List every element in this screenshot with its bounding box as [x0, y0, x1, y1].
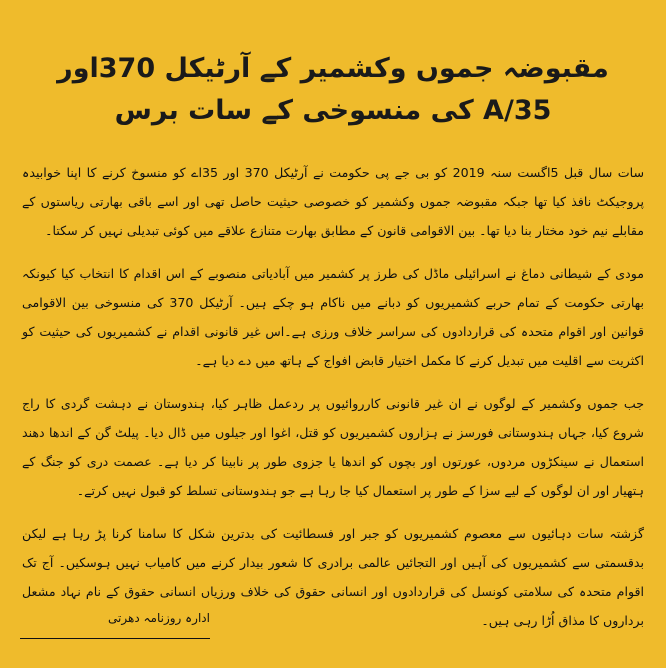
page-title: مقبوضہ جموں وکشمیر کے آرٹیکل 370اور 35/A کی منسوخی کے سات برس: [57, 53, 609, 126]
byline-underline: [20, 638, 210, 639]
paragraph-1: سات سال قبل 5اگست سنہ 2019 کو بی جے پی حکومت نے آرٹیکل 370 اور 35اے کو منسوخ کرنے کا اپنا خوابیدہ پروجیکٹ نافذ کیا تھا جبکہ مقبوضہ جموں وکشمیر کو خصوصی حیثیت حاصل تھی اور اسے باقی بھارتی ریاستوں کے مقابلے نیم خود مختار بنا دیا تھا۔ بین الاقوامی قانون کے مطابق بھارت متنازع علاقے میں کوئی تبدیلی نہیں کر سکتا۔: [22, 165, 645, 238]
byline-block: [20, 608, 210, 639]
paragraph-3: جب جموں وکشمیر کے لوگوں نے ان غیر قانونی کارروائیوں پر ردعمل ظاہر کیا، ہندوستان نے دہشت گردی کا راج شروع کیا، جہاں ہندوستانی فورسز نے ہزاروں کشمیریوں کو قتل، اغوا اور جیلوں میں ڈال دیا۔ پیلٹ گن کے اندھا دھند استعمال نے سینکڑوں مردوں، عورتوں اور بچوں کو اندھا یا جزوی طور پر نابینا کر دیا ہے۔ عصمت دری کو جنگ کے ہتھیار اور ان لوگوں کے لیے سزا کے طور پر استعمال کیا جا رہا ہے جو ہندوستانی تسلط کو قبول نہیں کرتے۔: [22, 396, 644, 498]
paragraph-2: مودی کے شیطانی دماغ نے اسرائیلی ماڈل کی طرز پر کشمیر میں آبادیاتی منصوبے کے اس اقدام کا انتخاب کیا کیونکہ بھارتی حکومت کے تمام حربے کشمیریوں کو دبانے میں ناکام ہو چکے ہیں۔ آرٹیکل 370 کی منسوخی بین الاقوامی قوانین اور اقوام متحدہ کی قراردادوں کی سراسر خلاف ورزی ہے۔اس غیر قانونی اقدام نے کشمیریوں کی حیثیت کو اکثریت سے اقلیت میں تبدیل کرنے کا مکمل اختیار قابض افواج کے ہاتھ میں دے دیا ہے۔: [22, 266, 644, 368]
paragraph-4: گزشتہ سات دہائیوں سے معصوم کشمیریوں کو جبر اور فسطائیت کی بدترین شکل کا سامنا کرنا پڑ رہا ہے لیکن بدقسمتی سے کشمیریوں کی آہیں اور التجائیں عالمی برادری کا شعور بیدار کرنے میں کامیاب نہیں ہوسکیں۔ آج تک اقوام متحدہ کی سلامتی کونسل کی قراردادوں اور انسانی حقوق کی خلاف ورزیاں انسانی حقوق کے نام نہاد مشعل برداروں کا مذاق اُڑا رہی ہیں۔: [22, 526, 644, 628]
byline: ادارہ روزنامہ دھرتی: [108, 611, 210, 625]
